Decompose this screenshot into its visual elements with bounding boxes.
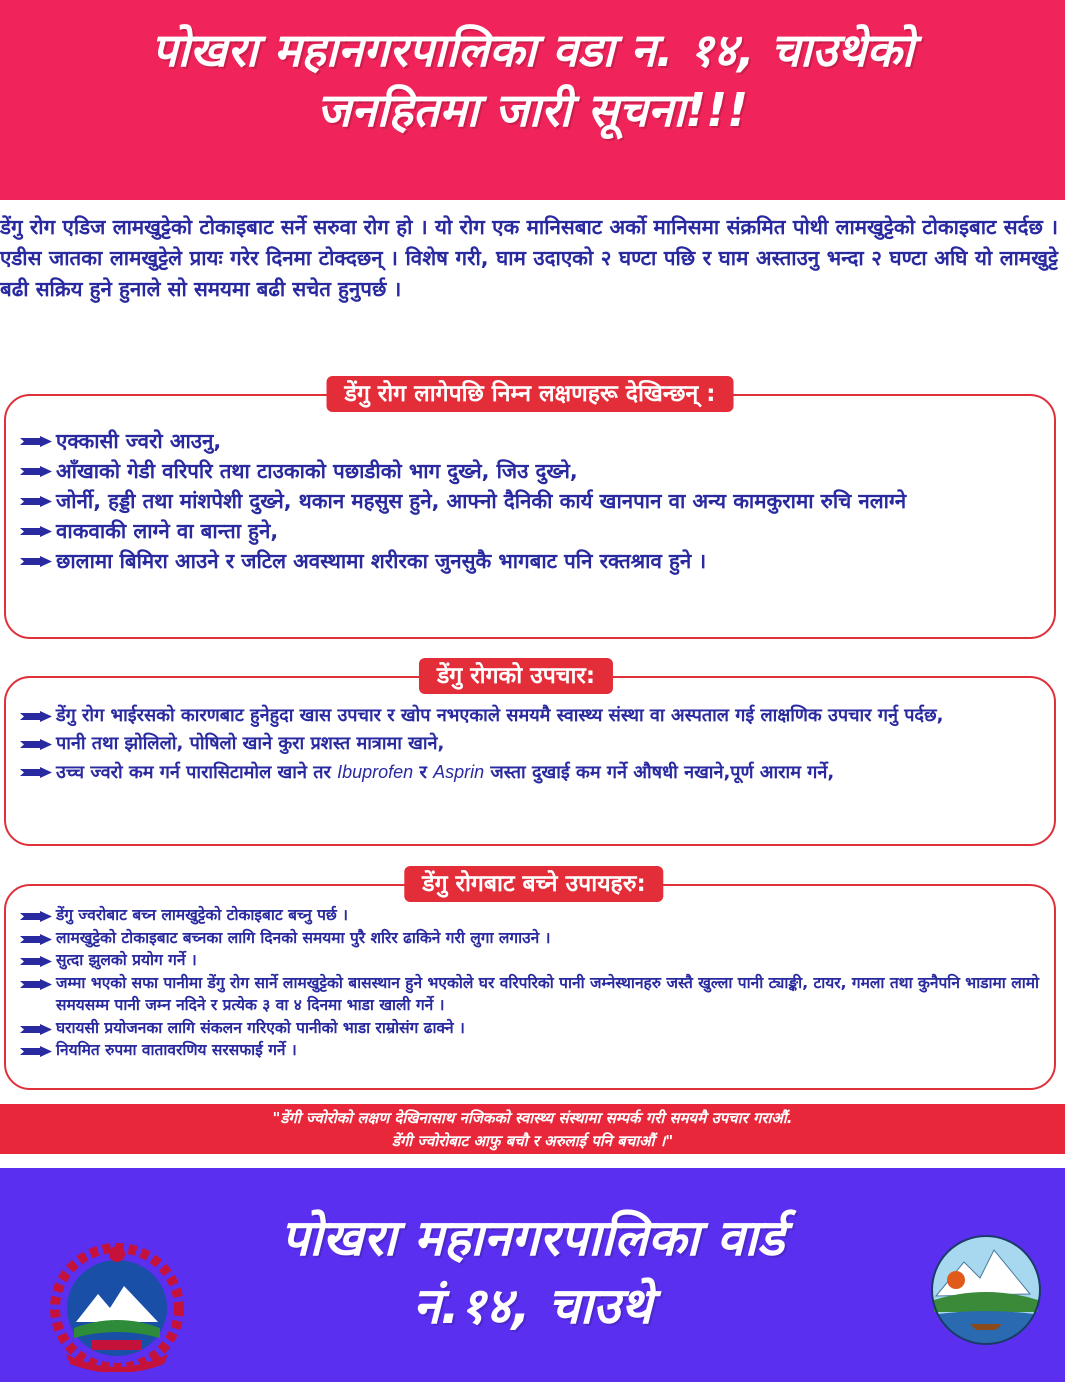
bottom-banner <box>0 1168 1065 1382</box>
prevention-text: डेंगु ज्वरोबाट बच्न लामखुट्टेको टोकाइबाट बच्नु पर्छ । <box>56 906 349 924</box>
list-item <box>6 949 1054 972</box>
list-item <box>6 1039 1054 1062</box>
list-item <box>6 486 1054 516</box>
bullet-arrow-icon <box>20 496 52 507</box>
bottom-title-line1: पोखरा महानगरपालिका वार्ड <box>280 1209 785 1267</box>
list-item <box>6 426 1054 456</box>
list-item <box>6 730 1054 758</box>
bottom-title-line2: नं.१४, चाउथे <box>412 1277 653 1335</box>
symptoms-list <box>6 396 1054 576</box>
symptom-text: छालामा बिमिरा आउने र जटिल अवस्थामा शरीरका जुनसुकै भागबाट पनि रक्तश्राव हुने । <box>56 549 707 573</box>
list-item <box>6 927 1054 950</box>
header-banner <box>0 0 1065 200</box>
header-title-line1: पोखरा महानगरपालिका वडा न. १४, चाउथेको <box>151 23 914 77</box>
bullet-arrow-icon <box>20 526 52 537</box>
list-item <box>6 702 1054 730</box>
bullet-arrow-icon <box>20 466 52 477</box>
symptom-text: आँखाको गेडी वरिपरि तथा टाउकाको पछाडीको भाग दुख्ने, जिउ दुख्ने, <box>56 459 578 483</box>
symptom-text: एक्कासी ज्वरो आउनु, <box>56 429 222 453</box>
bullet-arrow-icon <box>20 556 52 567</box>
treatment-text-pre: उच्च ज्वरो कम गर्न पारासिटामोल खाने तर <box>56 762 331 783</box>
drug-asprin: Asprin <box>433 762 485 782</box>
bullet-arrow-icon <box>20 1046 52 1057</box>
bullet-arrow-icon <box>20 911 52 922</box>
list-item <box>6 904 1054 927</box>
symptoms-title: डेंगु रोग लागेपछि निम्न लक्षणहरू देखिन्छन् : <box>327 376 734 412</box>
treatment-title: डेंगु रोगको उपचार: <box>419 658 613 694</box>
header-title-line2: जनहितमा जारी सूचना!!! <box>316 83 749 137</box>
list-item <box>6 516 1054 546</box>
treatment-text-mid: र <box>419 762 427 783</box>
footer-note <box>0 1104 1065 1154</box>
symptom-text: वाकवाकी लाग्ने वा बान्ता हुने, <box>56 519 279 543</box>
bullet-arrow-icon <box>20 711 52 722</box>
list-item <box>6 456 1054 486</box>
bottom-title <box>150 1204 915 1340</box>
footer-note-line2: डेंगी ज्वोरोबाट आफु बचौ र अरुलाई पनि बचाऔं ।" <box>391 1132 674 1150</box>
bullet-arrow-icon <box>20 934 52 945</box>
bullet-arrow-icon <box>20 436 52 447</box>
bullet-arrow-icon <box>20 1024 52 1035</box>
bullet-arrow-icon <box>20 739 52 750</box>
symptom-text: जोर्नी, हड्डी तथा मांशपेशी दुख्ने, थकान महसुस हुने, आफ्नो दैनिकी कार्य खानपान वा अन्य कामकुरामा रुचि नलाग्ने <box>56 489 907 513</box>
footer-note-line1: "डेंगी ज्वोरोको लक्षण देखिनासाथ नजिकको स्वास्थ्य संस्थामा सम्पर्क गरी समयमै उपचार गराऔं. <box>272 1109 793 1127</box>
prevention-text: लामखुट्टेको टोकाइबाट बच्नका लागि दिनको समयमा पुरै शरिर ढाकिने गरी लुगा लगाउने । <box>56 928 551 947</box>
prevention-list <box>6 886 1054 1062</box>
treatment-list <box>6 678 1054 787</box>
intro-paragraph: डेंगु रोग एडिज लामखुट्टेको टोकाइबाट सर्ने सरुवा रोग हो । यो रोग एक मानिसबाट अर्को मानिसमा संक्रमित पोथी लामखुट्टेको टोकाइबाट सर्दछ । एडीस जातका लामखुट्टेले प्रायः गरेर दिनमा टोक्दछन् । विशेष गरी, घाम उदाएको २ घण्टा पछि र घाम अस्ताउनु भन्दा २ घण्टा अघि यो लामखुट्टे बढी सक्रिय हुने हुनाले सो समयमा बढी सचेत हुनुपर्छ । <box>0 215 1058 301</box>
drug-ibuprofen: Ibuprofen <box>337 762 414 782</box>
treatment-text: पानी तथा झोलिलो, पोषिलो खाने कुरा प्रशस्त मात्रामा खाने, <box>56 733 445 754</box>
list-item <box>6 1017 1054 1040</box>
symptoms-box <box>4 381 1056 639</box>
bullet-arrow-icon <box>20 767 52 778</box>
bullet-arrow-icon <box>20 979 52 990</box>
prevention-box <box>4 871 1056 1090</box>
prevention-title: डेंगु रोगबाट बच्ने उपायहरु: <box>404 866 663 902</box>
treatment-box <box>4 663 1056 846</box>
treatment-text: डेंगु रोग भाईरसको कारणबाट हुनेहुदा खास उपचार र खोप नभएकाले समयमै स्वास्थ्य संस्था वा अस्पताल गई लाक्षणिक उपचार गर्नु पर्दछ, <box>56 705 944 726</box>
list-item <box>6 972 1054 1017</box>
prevention-text: सुत्दा झुलको प्रयोग गर्ने । <box>56 951 197 969</box>
treatment-text-post: जस्ता दुखाई कम गर्ने औषधी नखाने,पूर्ण आराम गर्ने, <box>490 762 835 783</box>
list-item <box>6 758 1054 787</box>
prevention-text: घरायसी प्रयोजनका लागि संकलन गरिएको पानीको भाडा राम्रोसंग ढाक्ने । <box>56 1018 465 1037</box>
bullet-arrow-icon <box>20 956 52 967</box>
prevention-text: नियमित रुपमा वातावरणिय सरसफाई गर्ने । <box>56 1041 297 1059</box>
ward-logo-icon <box>930 1234 1042 1346</box>
prevention-text: जम्मा भएको सफा पानीमा डेंगु रोग सार्ने लामखुट्टेको बासस्थान हुने भएकोले घर वरिपरिको पानी जम्नेस्थानहरु जस्तै खुल्ला पानी ट्याङ्की, टायर, गमला तथा कुनैपनि भाडामा लामो समयसम्म पानी जम्न नदिने र प्रत्येक ३ वा ४ दिनमा भाडा खाली गर्ने । <box>56 973 1040 1014</box>
list-item <box>6 546 1054 576</box>
